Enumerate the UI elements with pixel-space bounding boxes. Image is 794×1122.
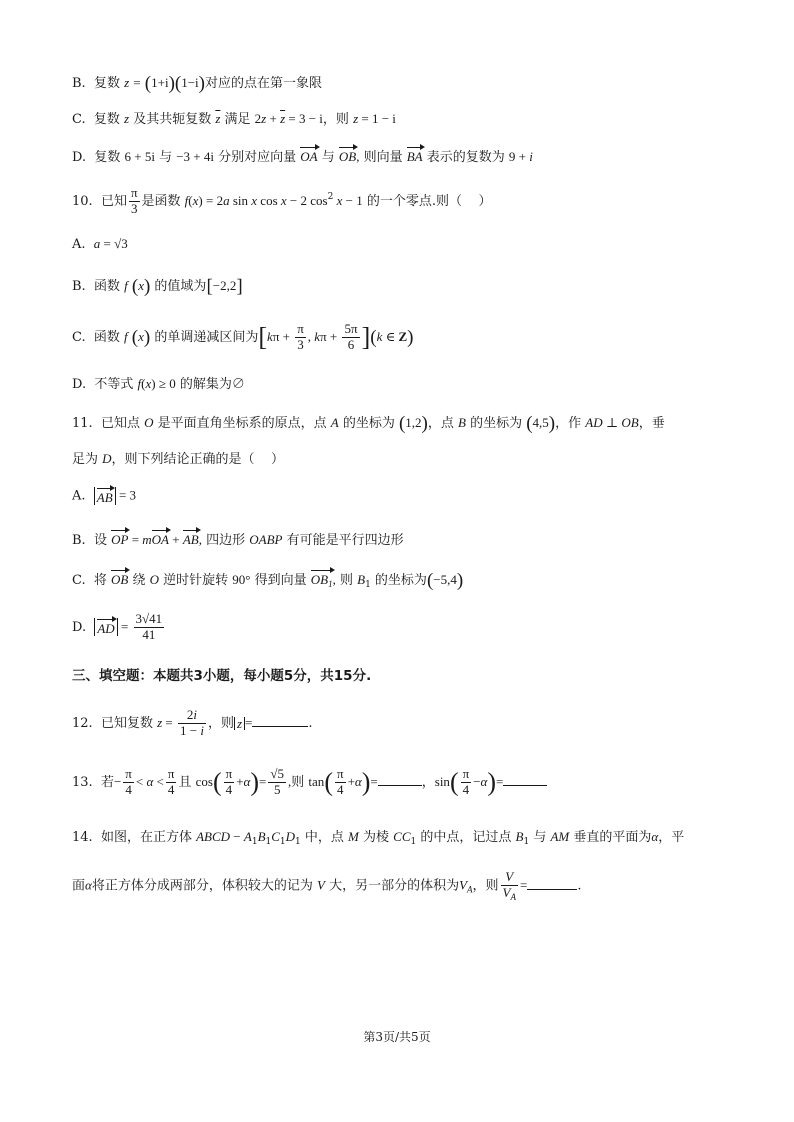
page-number: 第3页/共5页 [363,1030,431,1044]
q10-option-d: D. 不等式 f(x) ≥ 0 的解集为∅ [72,376,245,392]
q11-stem-line2: 足为 D，则下列结论正确的是（ ） [72,451,285,467]
q14-line2: 面α将正方体分成两部分，体积较大的记为 V 大，另一部分的体积为$V_A$，则 $\frac{V}{V_A}$ = . [72,869,582,902]
q10-option-c: C. 函数 f (x) 的单调递减区间为[kπ + $\frac{\pi}{3}$ , kπ + $\frac{5\pi}{6}$ ](k ∈ Z) [72,321,414,352]
q13: 13. 若− $\frac{\pi}{4}$ < α < $\frac{\pi}{4}$ 且 cos( $\frac{\pi}{4}$ +α)= $\frac{√5}{5}$ ,则 tan( $\frac{\pi}{4}$ +α)= ，sin( $\frac{\pi}{4}$ −α)= [72,767,547,798]
q9-option-b: B. 复数 z = (1+i)(1−i)对应的点在第一象限 [72,73,323,94]
q11-option-c: C. 将 OB 绕 O 逆时针旋转 90° 得到向量 $OB_1$, 则 $B_1$ 的坐标为(−5,4) [72,570,464,591]
q11-option-a: A. AB = 3 [72,487,137,505]
q9-option-d: D. 复数 6 + 5i 与 −3 + 4i 分别对应向量 OA 与 OB, 则向量 BA 表示的复数为 9 + i [72,146,533,164]
section3-title: 三、填空题：本题共3小题，每小题5分，共15分. [72,668,372,684]
q10-option-b: B. 函数 f (x) 的值域为[−2,2] [72,276,243,297]
q12: 12. 已知复数 z = $\frac{2i}{1 - i}$ ，则 z = . [72,707,313,738]
q11-option-d: D. AD = $\frac{3√41}{41}$ [72,611,163,642]
q9-option-c: C. 复数 z 及其共轭复数 $\overline{z}$ 满足 $2z + \overline{z} = 3 - i$，则 z = 1 − i [72,111,396,127]
q11-stem-line1: 11. 已知点 O 是平面直角坐标系的原点，点 A 的坐标为 (1,2)，点 B 的坐标为 (4,5)，作 AD ⊥ OB，垂 [72,413,665,434]
q10-option-a: A. a = √3 [72,236,128,252]
q11-option-b: B. 设 OP = mOA + AB, 四边形 OABP 有可能是平行四边形 [72,529,404,547]
q14-line1: 14. 如图，在正方体 ABCD − $A_1B_1C_1D_1$ 中，点 M 为棱 $CC_1$ 的中点，记过点 $B_1$ 与 AM 垂直的平面为α，平 [72,829,685,847]
q10-stem: 10. 已知 $\frac{\pi}{3}$ 是函数 f(x) = 2a sin x cos x − 2 $\cos^2 x - 1$ 的一个零点.则（ ） [72,185,492,216]
